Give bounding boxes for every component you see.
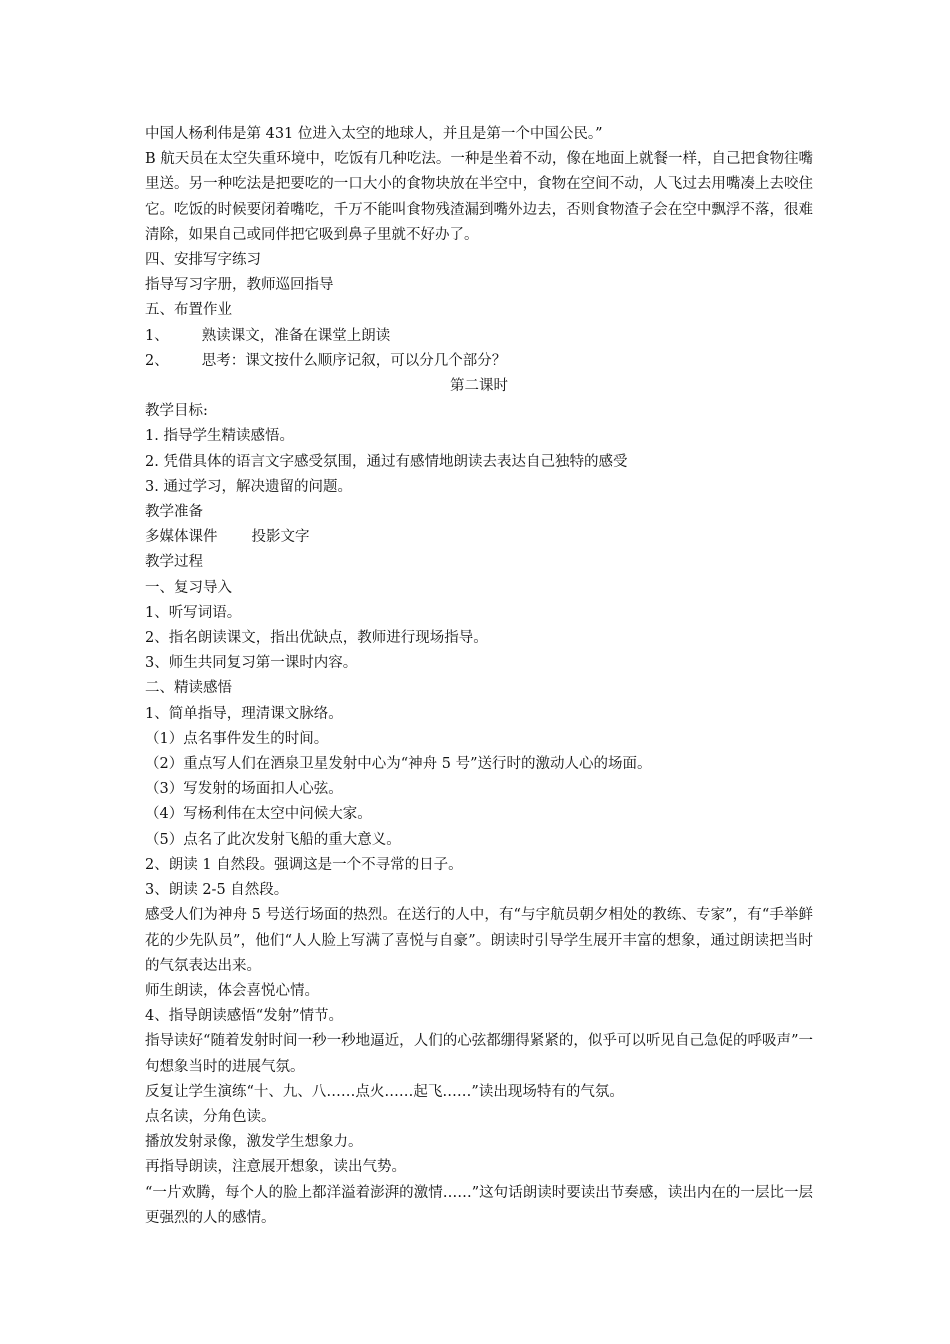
paragraph: （2）重点写人们在酒泉卫星发射中心为“神舟 5 号”送行时的激动人心的场面。: [145, 756, 652, 773]
paragraph: 1、听写词语。: [145, 604, 242, 621]
paragraph: “一片欢腾，每个人的脸上都洋溢着澎湃的激情……”这句话朗读时要读出节奏感，读出内在的一层比一层更强烈的人的感情。: [145, 1184, 813, 1226]
section-heading: 教学准备: [145, 504, 203, 521]
paragraph: 4、指导朗读感悟“发射”情节。: [145, 1008, 344, 1025]
section-heading: 一、复习导入: [145, 579, 232, 596]
materials-line: [145, 525, 813, 550]
material-item: 多媒体课件: [145, 529, 218, 546]
paragraph: （4）写杨利伟在太空中问候大家。: [145, 806, 372, 823]
paragraph: 2. 凭借具体的语言文字感受氛围，通过有感情地朗读去表达自己独特的感受: [145, 453, 628, 470]
paragraph: （1）点名事件发生的时间。: [145, 730, 329, 747]
list-item: [145, 349, 813, 374]
document-body: [145, 122, 813, 1231]
paragraph: 3、朗读 2-5 自然段。: [145, 882, 289, 899]
section-heading: 四、安排写字练习: [145, 252, 261, 269]
section-heading: 教学过程: [145, 554, 203, 571]
paragraph: 2、朗读 1 自然段。强调这是一个不寻常的日子。: [145, 856, 463, 873]
section-heading: 二、精读感悟: [145, 680, 232, 697]
section-heading: 五、布置作业: [145, 302, 232, 319]
list-marker: 1、: [145, 327, 169, 344]
paragraph: 2、指名朗读课文，指出优缺点，教师进行现场指导。: [145, 630, 488, 647]
paragraph: 中国人杨利伟是第 431 位进入太空的地球人，并且是第一个中国公民。”: [145, 126, 603, 142]
material-item: 投影文字: [251, 529, 310, 546]
list-item-text: 思考：课文按什么顺序记叙，可以分几个部分？: [201, 352, 507, 369]
paragraph: （3）写发射的场面扣人心弦。: [145, 781, 343, 798]
paragraph: 再指导朗读，注意展开想象，读出气势。: [145, 1159, 406, 1176]
paragraph: 3、师生共同复习第一课时内容。: [145, 655, 358, 672]
paragraph: （5）点名了此次发射飞船的重大意义。: [145, 831, 401, 848]
list-item: [145, 324, 813, 349]
paragraph: 感受人们为神舟 5 号送行场面的热烈。在送行的人中，有“与宇航员朝夕相处的教练、专家”，有“手举鲜花的少先队员”，他们“人人脸上写满了喜悦与自豪”。朗读时引导学生展开丰富的想象，通过朗读把当时的气氛表达出来。: [145, 907, 813, 974]
paragraph: 播放发射录像，激发学生想象力。: [145, 1134, 363, 1151]
paragraph: 点名读，分角色读。: [145, 1108, 276, 1125]
section-heading: 教学目标:: [145, 403, 208, 420]
paragraph: 指导写习字册，教师巡回指导: [145, 277, 334, 294]
paragraph: B 航天员在太空失重环境中，吃饭有几种吃法。一种是坐着不动，像在地面上就餐一样，自己把食物往嘴里送。另一种吃法是把要吃的一口大小的食物块放在半空中，食物在空间不动，人飞过去用嘴凑上去咬住它。吃饭的时候要闭着嘴吃，千万不能叫食物残渣漏到嘴外边去，否则食物渣子会在空中飘浮不落，很难清除，如果自己或同伴把它吸到鼻子里就不好办了。: [145, 151, 813, 243]
lesson-title: 第二课时: [450, 378, 508, 395]
paragraph: 反复让学生演练“十、九、八……点火……起飞……”读出现场特有的气氛。: [145, 1083, 624, 1100]
paragraph: 指导读好“随着发射时间一秒一秒地逼近，人们的心弦都绷得紧紧的，似乎可以听见自己急促的呼吸声”一句想象当时的进展气氛。: [145, 1033, 813, 1075]
list-marker: 2、: [145, 352, 169, 369]
list-item-text: 熟读课文，准备在课堂上朗读: [201, 327, 391, 344]
paragraph: 师生朗读，体会喜悦心情。: [145, 982, 319, 999]
paragraph: 3. 通过学习，解决遗留的问题。: [145, 478, 352, 495]
paragraph: 1、简单指导，理清课文脉络。: [145, 705, 343, 722]
paragraph: 1. 指导学生精读感悟。: [145, 428, 294, 445]
